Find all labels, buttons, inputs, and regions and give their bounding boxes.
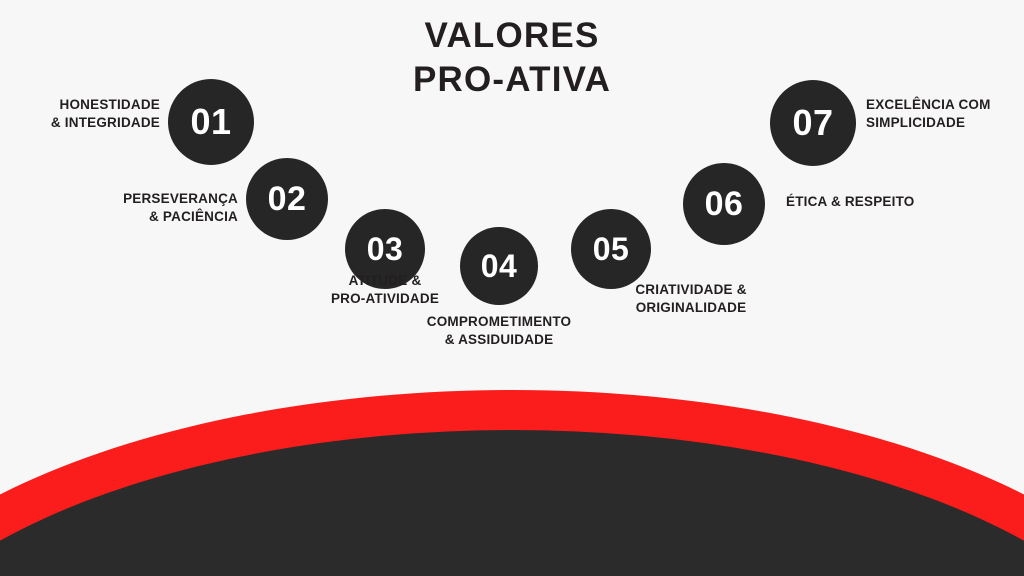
value-number-03: 03 — [366, 230, 404, 267]
value-circle-04[interactable] — [460, 227, 538, 305]
value-label-03-line2: PRO-ATIVIDADE — [330, 291, 440, 307]
title-line-2: PRO-ATIVA — [412, 59, 612, 99]
value-number-02: 02 — [267, 179, 307, 218]
value-label-01 — [0, 96, 160, 132]
value-label-04-line2: & ASSIDUIDADE — [444, 332, 554, 348]
value-label-07 — [866, 96, 1024, 132]
value-label-04-line1: COMPROMETIMENTO — [426, 314, 572, 329]
value-label-05-line1: CRIATIVIDADE & — [635, 282, 747, 297]
page-title — [0, 14, 1024, 102]
value-label-06 — [786, 193, 1024, 211]
value-label-02-line2: & PACIÊNCIA — [149, 209, 238, 225]
value-label-01-line2: & INTEGRIDADE — [50, 115, 160, 131]
value-label-02-line1: PERSEVERANÇA — [123, 191, 238, 206]
value-circle-07[interactable] — [770, 80, 856, 166]
value-number-04: 04 — [480, 247, 518, 284]
value-circle-02[interactable] — [246, 158, 328, 240]
title-line-1: VALORES — [424, 16, 600, 55]
value-label-03-line1: ATITUDE & — [348, 273, 422, 288]
value-label-05-line2: ORIGINALIDADE — [635, 300, 747, 316]
value-number-01: 01 — [190, 101, 232, 142]
value-label-07-line2: SIMPLICIDADE — [866, 115, 966, 131]
value-label-02 — [0, 190, 238, 226]
value-circle-06[interactable] — [683, 163, 765, 245]
value-label-06-line1: ÉTICA & RESPEITO — [786, 194, 915, 209]
value-label-01-line1: HONESTIDADE — [59, 97, 160, 112]
value-number-07: 07 — [792, 102, 834, 143]
value-number-06: 06 — [704, 184, 744, 223]
value-label-04 — [339, 313, 659, 349]
value-circle-01[interactable] — [168, 79, 254, 165]
value-circle-05[interactable] — [571, 209, 651, 289]
value-label-05 — [561, 281, 821, 317]
value-label-07-line1: EXCELÊNCIA COM — [866, 97, 991, 112]
value-number-05: 05 — [592, 230, 630, 267]
